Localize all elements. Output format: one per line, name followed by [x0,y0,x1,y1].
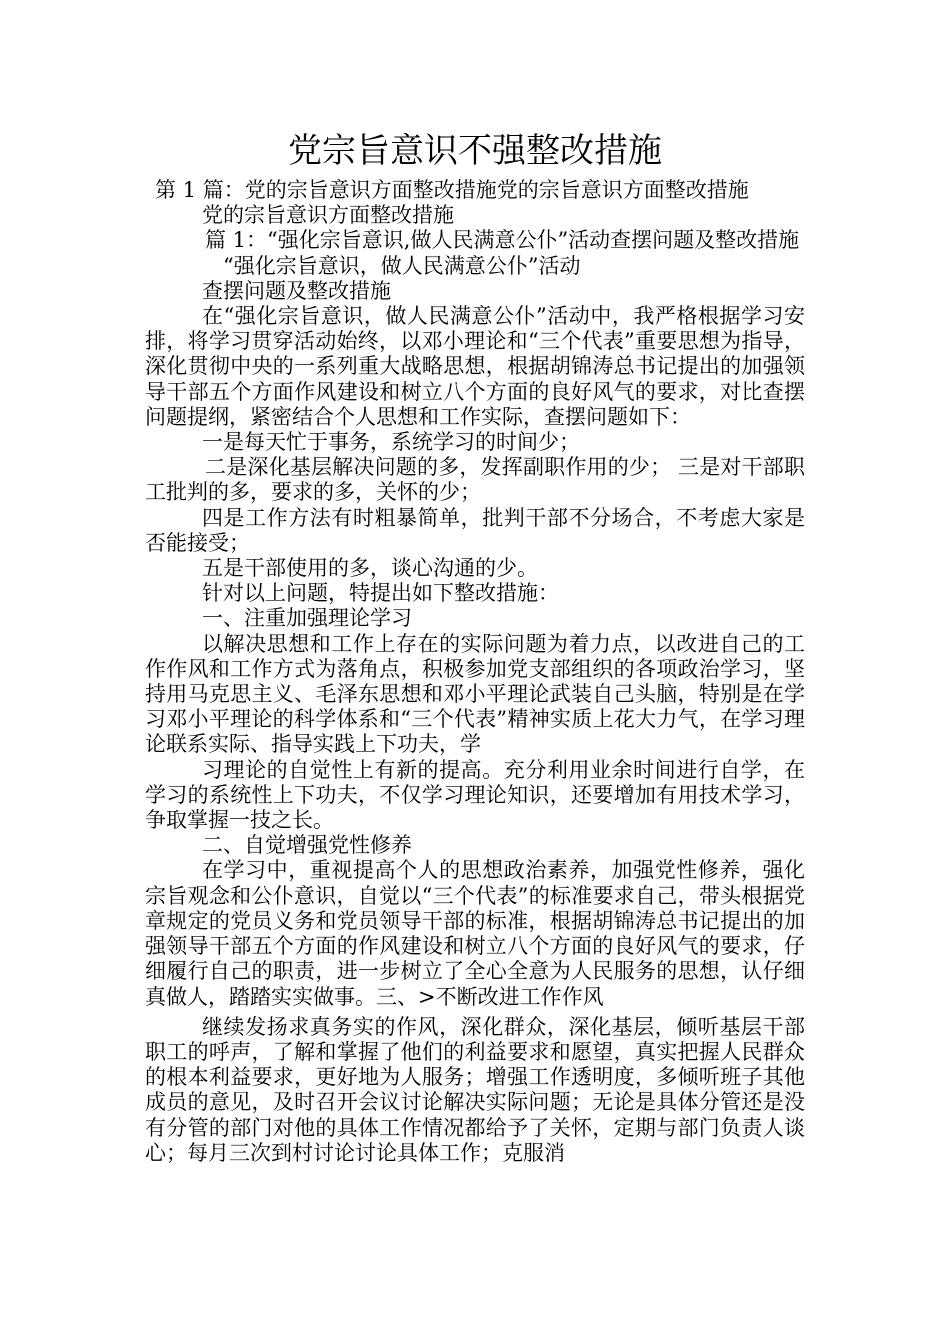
body-paragraph: 在学习中，重视提高个人的思想政治素养，加强党性修养，强化宗旨观念和公仆意识，自觉以“三个代表”的标准要求自己，带头根据党章规定的党员义务和党员领导干部的标准，根据胡锦涛总书记提出的加强领导干部五个方面的作风建设和树立八个方面的良好风气的要求，仔细履行自己的职责，进一步树立了全心全意为人民服务的思想，认仔细真做人，踏踏实实做事。三、>不断改进工作作风 [145,858,805,1009]
body-paragraph: 在“强化宗旨意识，做人民满意公仆”活动中，我严格根据学习安排，将学习贯穿活动始终，以邓小理论和“三个代表”重要思想为指导，深化贯彻中央的一系列重大战略思想，根据胡锦涛总书记提出的加强领导干部五个方面作风建设和树立八个方面的良好风气的要求，对比查摆问题提纲，紧密结合个人思想和工作实际，查摆问题如下： [145,304,805,429]
section-heading: 党的宗旨意识方面整改措施 [202,203,454,228]
document-title: 党宗旨意识不强整改措施 [288,131,662,171]
measure-heading: 二、自觉增强党性修养 [202,833,412,858]
problem-item: 二是深化基层解决问题的多，发挥副职作用的少； 三是对干部职工批判的多，要求的多，关怀的少； [145,455,805,505]
body-paragraph: 以解决思想和工作上存在的实际问题为着力点，以改进自己的工作作风和工作方式为落角点，积极参加党支部组织的各项政治学习，坚持用马克思主义、毛泽东思想和邓小平理论武装自己头脑，特别是在学习邓小平理论的科学体系和“三个代表”精神实质上花大力气，在学习理论联系实际、指导实践上下功夫，学 [145,631,805,757]
activity-name: “强化宗旨意识，做人民满意公仆”活动 [223,253,581,278]
body-paragraph: 针对以上问题，特提出如下整改措施： [202,581,559,606]
chapter-heading: 第 1 篇：党的宗旨意识方面整改措施党的宗旨意识方面整改措施 [155,178,749,202]
document-page [145,128,805,1166]
body-paragraph: 习理论的自觉性上有新的提高。充分利用业余时间进行自学，在学习的系统性上下功夫，不仅学习理论知识，还要增加有用技术学习，争取掌握一技之长。 [145,757,805,833]
measure-heading: 一、注重加强理论学习 [202,606,412,631]
problem-item: 五是干部使用的多，谈心沟通的少。 [202,556,538,581]
activity-subtitle: 查摆问题及整改措施 [202,278,391,303]
body-paragraph: 继续发扬求真务实的作风，深化群众，深化基层，倾听基层干部职工的呼声，了解和掌握了他们的利益要求和愿望，真实把握人民群众的根本利益要求，更好地为人服务；增强工作透明度，多倾听班子其他成员的意见，及时召开会议讨论解决实际问题；无论是具体分管还是没有分管的部门对他的具体工作情况都给予了关怀，定期与部门负责人谈心；每月三次到村讨论讨论具体工作；克服消 [145,1014,805,1165]
article-heading: 篇 1：“强化宗旨意识,做人民满意公仆”活动查摆问题及整改措施 [205,228,800,253]
problem-item: 四是工作方法有时粗暴简单，批判干部不分场合，不考虑大家是否能接受； [145,505,805,555]
problem-item: 一是每天忙于事务，系统学习的时间少； [202,430,580,455]
